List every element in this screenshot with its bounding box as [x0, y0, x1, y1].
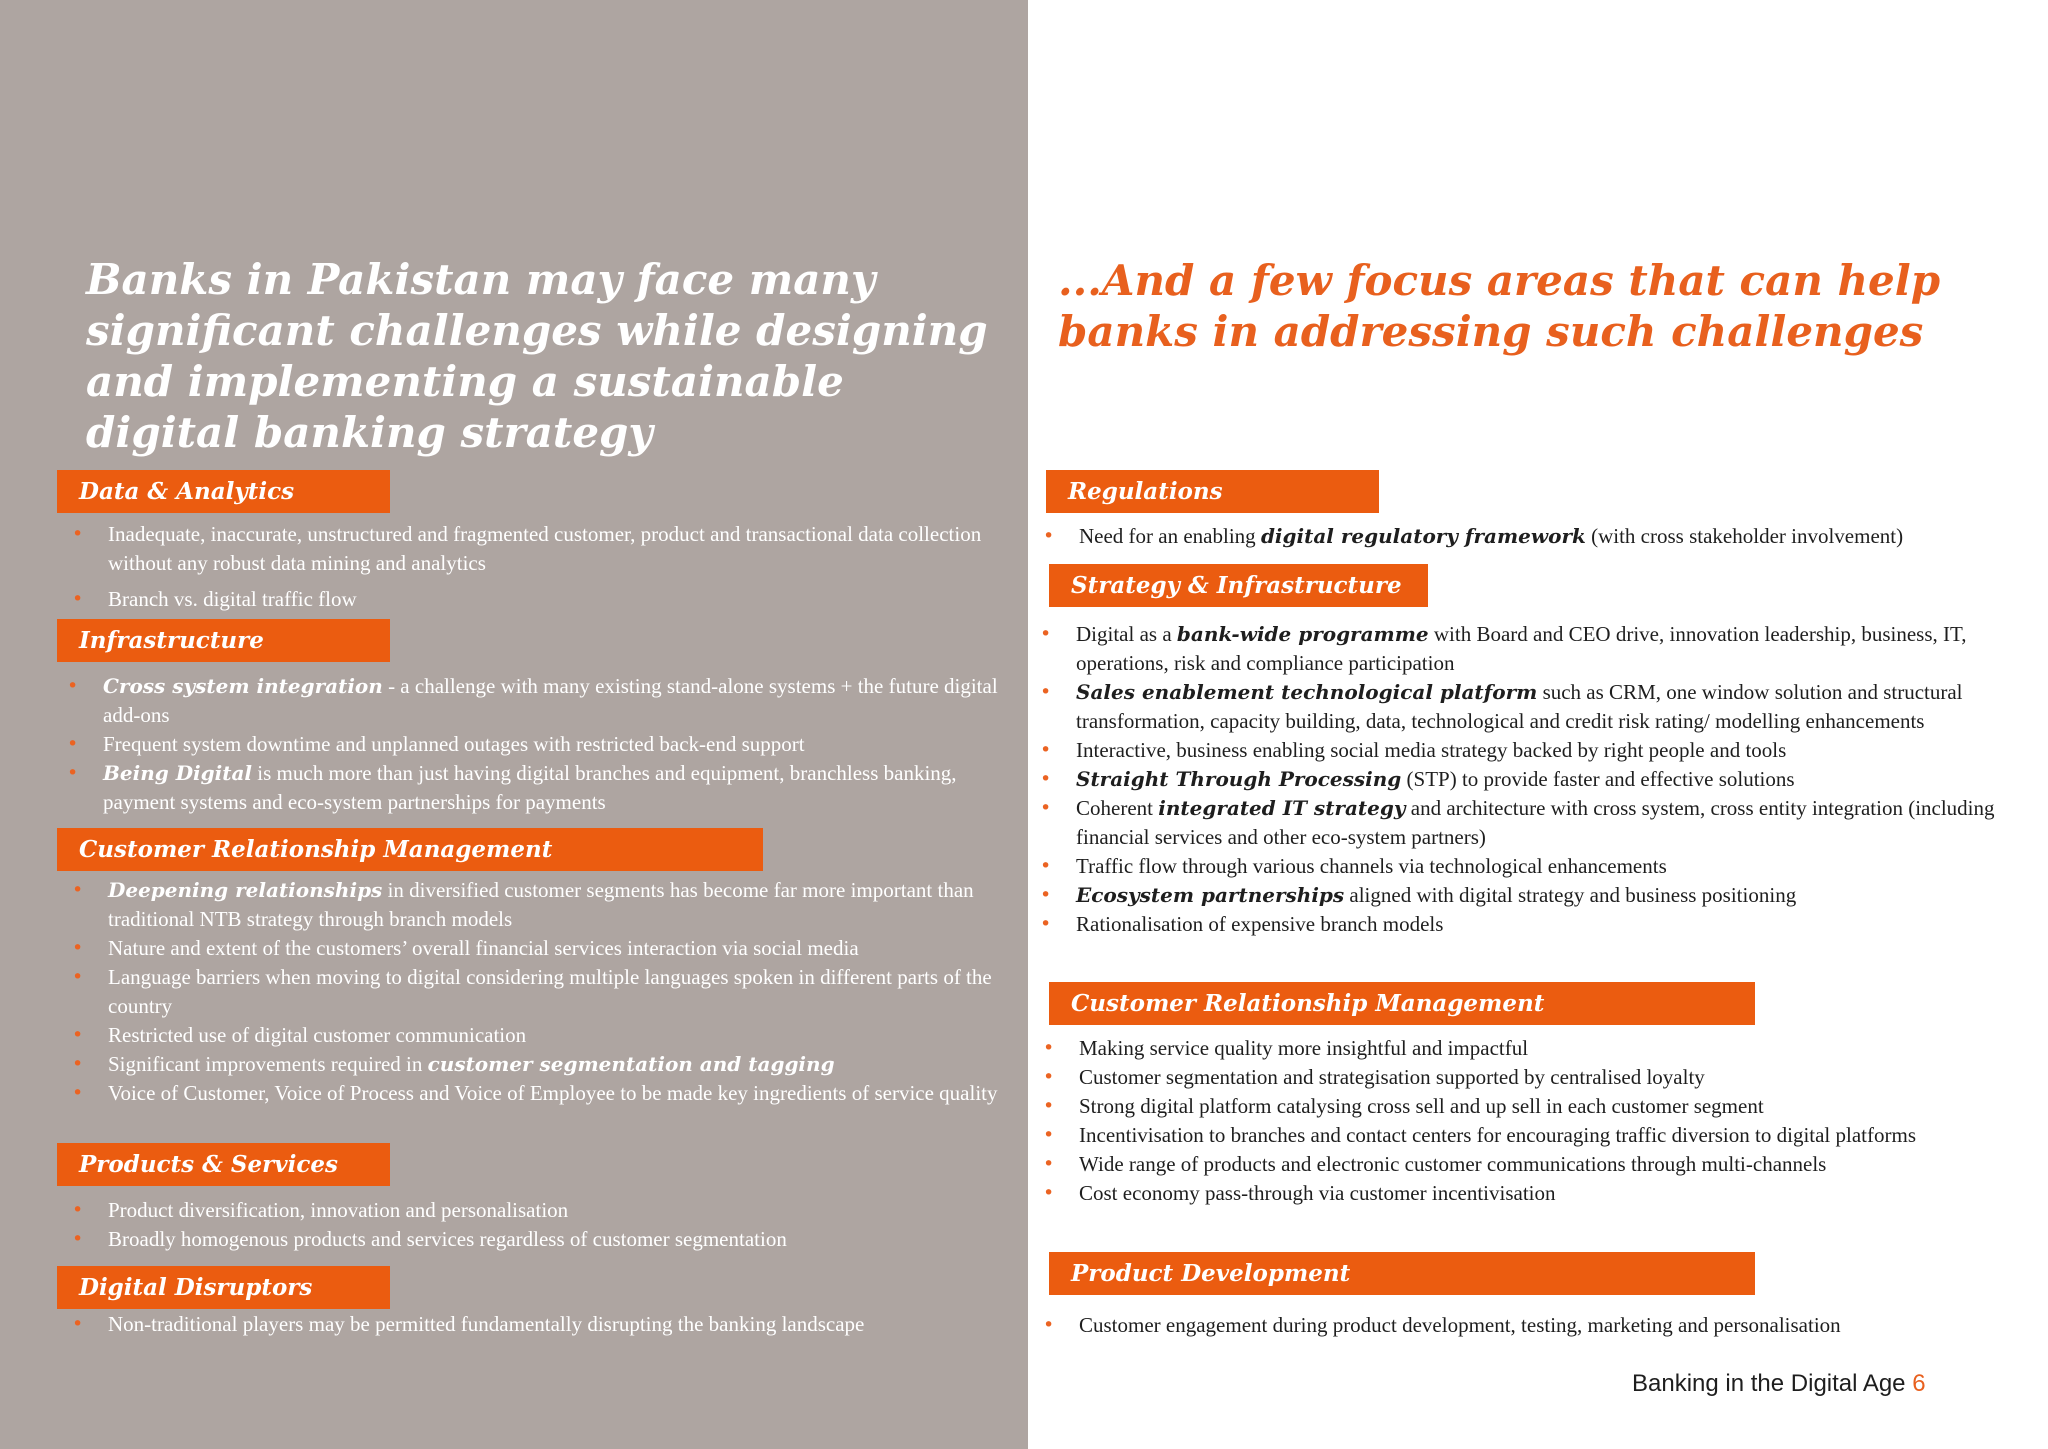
- list-item: • Making service quality more insightful and impactful: [1043, 1034, 2023, 1063]
- bullet-dot-icon: •: [72, 1313, 84, 1335]
- list-item: • Customer engagement during product development, testing, marketing and personalisation: [1043, 1311, 2023, 1340]
- crm-focus-list: [1043, 1034, 2023, 1208]
- section-heading-product-development: Product Development: [1049, 1252, 1755, 1295]
- section-heading-regulations: Regulations: [1046, 470, 1379, 513]
- bullet-dot-icon: •: [1040, 681, 1052, 703]
- bullet-dot-icon: •: [1040, 884, 1052, 906]
- bullet-dot-icon: •: [72, 937, 84, 959]
- list-item: • Cost economy pass-through via customer incentivisation: [1043, 1179, 2023, 1208]
- list-item: • Product diversification, innovation and personalisation: [72, 1196, 1002, 1225]
- bullet-dot-icon: •: [67, 733, 79, 755]
- bullet-dot-icon: •: [72, 588, 84, 610]
- bullet-dot-icon: •: [72, 1024, 84, 1046]
- bullet-dot-icon: •: [67, 675, 79, 697]
- list-item: • Language barriers when moving to digital considering multiple languages spoken in different parts of the country: [72, 965, 992, 1018]
- bullet-dot-icon: •: [1040, 739, 1052, 761]
- list-item: • Inadequate, inaccurate, unstructured and fragmented customer, product and transactional data collection without any robust data mining and analytics: [72, 522, 982, 575]
- section-heading-data-analytics: Data & Analytics: [57, 470, 390, 513]
- bullet-dot-icon: •: [72, 966, 84, 988]
- list-item: • Broadly homogenous products and services regardless of customer segmentation: [72, 1225, 1002, 1254]
- bullet-dot-icon: •: [1040, 913, 1052, 935]
- list-item: • Digital as a bank-wide programme with Board and CEO drive, innovation leadership, business, IT, operations, risk and compliance participation: [1040, 622, 1967, 675]
- list-item: • Interactive, business enabling social media strategy backed by right people and tools: [1040, 736, 2020, 765]
- bullet-dot-icon: •: [1043, 1314, 1055, 1336]
- data-analytics-list: [72, 520, 1002, 614]
- list-item: • Need for an enabling digital regulatory framework (with cross stakeholder involvement): [1043, 522, 2023, 551]
- list-item: • Coherent integrated IT strategy and architecture with cross system, cross entity integration (including financial services and other eco-system partners): [1040, 796, 1995, 849]
- section-heading-strategy-infrastructure: Strategy & Infrastructure: [1049, 564, 1428, 607]
- bullet-dot-icon: •: [72, 523, 84, 545]
- product-development-list: [1043, 1311, 2023, 1340]
- list-item: • Traffic flow through various channels via technological enhancements: [1040, 852, 2020, 881]
- bullet-dot-icon: •: [1043, 1124, 1055, 1146]
- bullet-dot-icon: •: [1040, 855, 1052, 877]
- list-item: • Straight Through Processing (STP) to provide faster and effective solutions: [1040, 765, 2020, 794]
- list-item: • Branch vs. digital traffic flow: [72, 585, 1002, 614]
- bullet-dot-icon: •: [72, 1053, 84, 1075]
- bullet-dot-icon: •: [1043, 1095, 1055, 1117]
- list-item: • Cross system integration - a challenge with many existing stand-alone systems + the future digital add-ons: [67, 674, 998, 727]
- list-item: • Ecosystem partnerships aligned with digital strategy and business positioning: [1040, 881, 2020, 910]
- list-item: • Frequent system downtime and unplanned outages with restricted back-end support: [67, 730, 1002, 759]
- list-item: • Deepening relationships in diversified customer segments has become far more important than traditional NTB strategy through branch models: [72, 878, 974, 931]
- list-item: • Sales enablement technological platform such as CRM, one window solution and structural transformation, capacity building, data, technological and credit risk rating/ modelling enhancements: [1040, 680, 1963, 733]
- bullet-dot-icon: •: [72, 879, 84, 901]
- bullet-dot-icon: •: [1040, 797, 1052, 819]
- bullet-dot-icon: •: [1040, 768, 1052, 790]
- crm-challenges-list: [72, 876, 1002, 1108]
- strategy-infrastructure-list: [1040, 620, 2020, 939]
- bullet-dot-icon: •: [1040, 623, 1052, 645]
- infrastructure-list: [67, 672, 1002, 817]
- list-item: • Customer segmentation and strategisation supported by centralised loyalty: [1043, 1063, 2023, 1092]
- section-heading-crm-focus: Customer Relationship Management: [1049, 982, 1755, 1025]
- focus-areas-title: ...And a few focus areas that can help banks in addressing such challenges: [1058, 256, 1941, 356]
- list-item: • Strong digital platform catalysing cross sell and up sell in each customer segment: [1043, 1092, 2023, 1121]
- list-item: • Wide range of products and electronic customer communications through multi-channels: [1043, 1150, 2023, 1179]
- bullet-dot-icon: •: [1043, 1182, 1055, 1204]
- bullet-dot-icon: •: [1043, 1153, 1055, 1175]
- list-item: • Restricted use of digital customer communication: [72, 1021, 1002, 1050]
- bullet-dot-icon: •: [72, 1199, 84, 1221]
- bullet-dot-icon: •: [1043, 525, 1055, 547]
- products-services-list: [72, 1196, 1002, 1254]
- bullet-dot-icon: •: [1043, 1066, 1055, 1088]
- digital-disruptors-list: [72, 1310, 1012, 1339]
- section-heading-products-services: Products & Services: [57, 1143, 390, 1186]
- list-item: • Voice of Customer, Voice of Process and Voice of Employee to be made key ingredients of service quality: [72, 1079, 1002, 1108]
- challenges-title: Banks in Pakistan may face many significant challenges while designing and implementing a sustainable digital banking strategy: [86, 255, 988, 457]
- list-item: • Being Digital is much more than just having digital branches and equipment, branchless banking, payment systems and eco-system partnerships for payments: [67, 761, 957, 814]
- page-number: 6: [1912, 1370, 1926, 1397]
- section-heading-crm: Customer Relationship Management: [57, 828, 763, 871]
- bullet-dot-icon: •: [67, 762, 79, 784]
- list-item: • Significant improvements required in customer segmentation and tagging: [72, 1050, 1002, 1079]
- section-heading-digital-disruptors: Digital Disruptors: [57, 1266, 390, 1309]
- list-item: • Rationalisation of expensive branch models: [1040, 910, 2020, 939]
- regulations-list: [1043, 522, 2023, 551]
- section-heading-infrastructure: Infrastructure: [57, 619, 390, 662]
- bullet-dot-icon: •: [72, 1228, 84, 1250]
- list-item: • Incentivisation to branches and contact centers for encouraging traffic diversion to digital platforms: [1043, 1121, 2023, 1150]
- list-item: • Non-traditional players may be permitted fundamentally disrupting the banking landscape: [72, 1310, 1012, 1339]
- bullet-dot-icon: •: [1043, 1037, 1055, 1059]
- footer-label: Banking in the Digital Age: [1632, 1370, 1906, 1397]
- bullet-dot-icon: •: [72, 1082, 84, 1104]
- list-item: • Nature and extent of the customers’ overall financial services interaction via social media: [72, 934, 1002, 963]
- page-footer: [1632, 1370, 1926, 1398]
